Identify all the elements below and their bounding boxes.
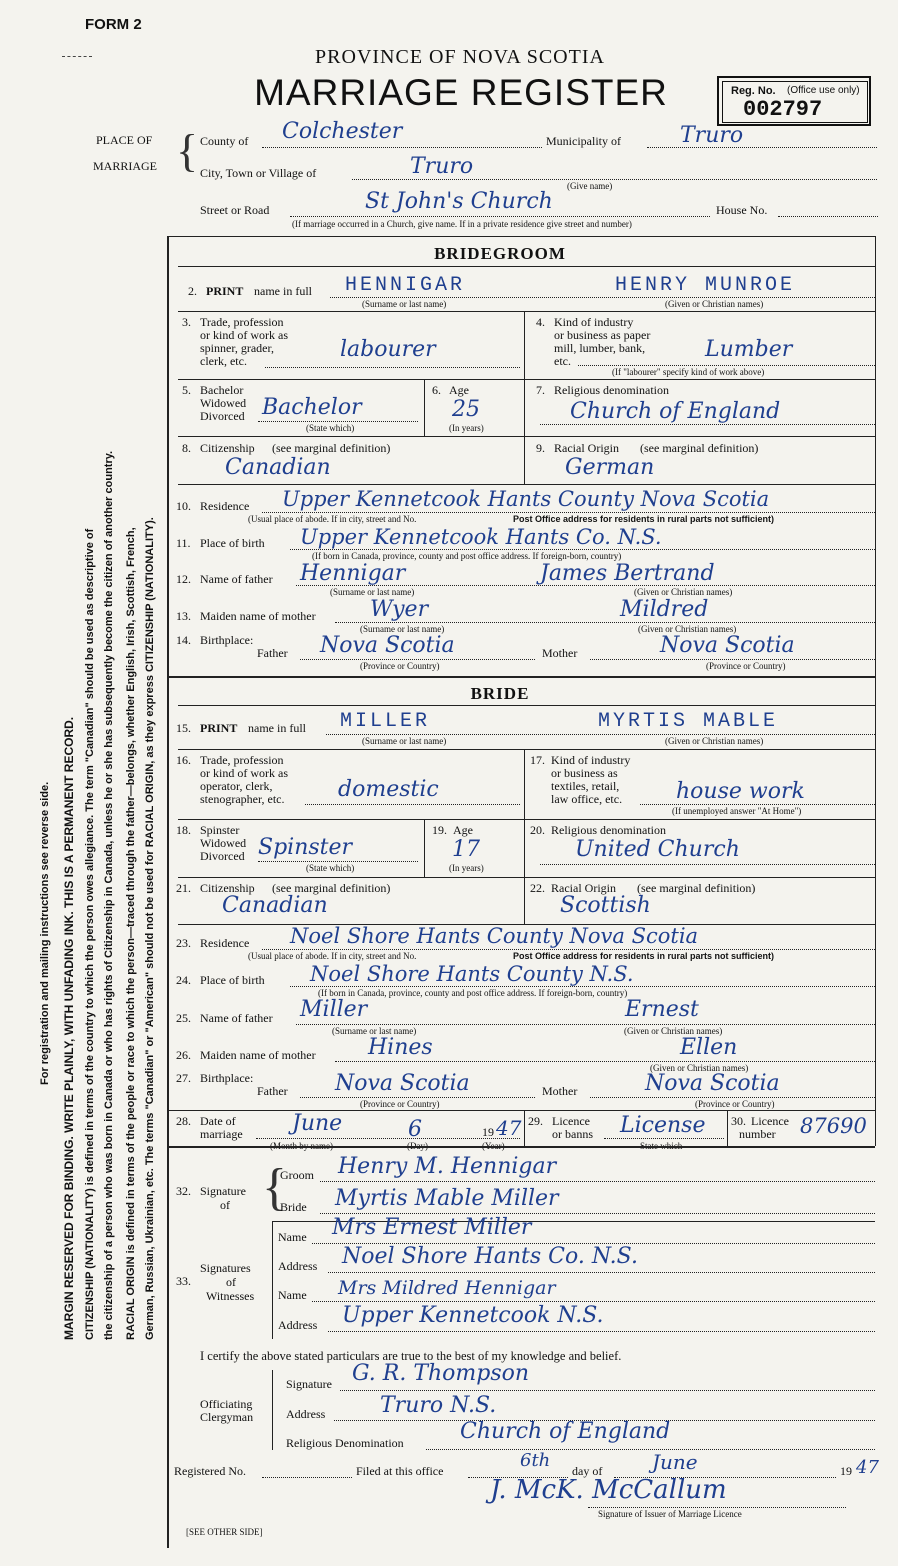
f29-line bbox=[604, 1138, 724, 1139]
f6-num: 6. bbox=[432, 383, 441, 397]
groom-surname-sub: (Surname or last name) bbox=[362, 299, 447, 309]
vsep-5-6 bbox=[424, 379, 425, 436]
f24-num: 24. bbox=[176, 973, 191, 987]
f4-label-1: Kind of industry bbox=[554, 315, 634, 329]
groom-father-given: James Bertrand bbox=[540, 561, 715, 586]
bride-religion: United Church bbox=[575, 837, 740, 862]
bride-surname: MILLER bbox=[340, 710, 431, 733]
f16-label-2: or kind of work as bbox=[200, 766, 288, 780]
margin-line-1: For registration and mailing instructions see reverse side. bbox=[39, 781, 51, 1085]
groom-father-birth: Nova Scotia bbox=[320, 633, 455, 658]
rule-1146 bbox=[167, 1146, 875, 1148]
groom-mother-surname: Wyer bbox=[370, 597, 429, 622]
f17-label-2: or business as bbox=[551, 766, 618, 780]
f10-line bbox=[262, 512, 875, 513]
vsep-29-30 bbox=[727, 1110, 728, 1146]
f32-label-1: Signature bbox=[200, 1184, 246, 1198]
registered-line bbox=[262, 1477, 352, 1478]
street-note: (If marriage occurred in a Church, give name. If in a private residence give street and number) bbox=[292, 219, 632, 229]
province-heading: PROVINCE OF NOVA SCOTIA bbox=[315, 46, 605, 68]
f20-num: 20. bbox=[530, 823, 545, 837]
f6-label: Age bbox=[449, 383, 469, 397]
groom-label: Groom bbox=[280, 1168, 314, 1182]
city-line bbox=[352, 179, 877, 180]
reg-number: 002797 bbox=[743, 97, 823, 122]
f8-num: 8. bbox=[182, 441, 191, 455]
w1-name-label: Name bbox=[278, 1230, 307, 1244]
vsep-28-29 bbox=[524, 1110, 525, 1146]
clergy-address-label: Address bbox=[286, 1407, 326, 1421]
w2-name-label: Name bbox=[278, 1288, 307, 1302]
f23-sub-2: Post Office address for residents in rural parts not sufficient) bbox=[513, 951, 775, 961]
groom-mother-birth: Nova Scotia bbox=[660, 633, 795, 658]
groom-given: HENRY MUNROE bbox=[615, 274, 796, 297]
groom-sig-line bbox=[320, 1181, 875, 1182]
f30-label-1: Licence bbox=[751, 1114, 789, 1128]
clergy-label-2: Clergyman bbox=[200, 1410, 254, 1424]
f30-num: 30. bbox=[731, 1114, 746, 1128]
margin-line-6: German, Russian, Ukrainian, etc. The terms "Canadian" or "American" should not be used for RACIAL ORIGIN, as they express CITIZENSHIP (NATIONALITY). bbox=[144, 517, 156, 1340]
f14-father-sub: (Province or Country) bbox=[360, 661, 440, 671]
f32-label-2: of bbox=[220, 1198, 230, 1212]
vsep-18-19 bbox=[424, 819, 425, 877]
rule-484 bbox=[178, 484, 875, 485]
bride-given-sub: (Given or Christian names) bbox=[665, 736, 764, 746]
f5-label-1: Bachelor bbox=[200, 383, 244, 397]
f22-num: 22. bbox=[530, 881, 545, 895]
f12-surname-sub: (Surname or last name) bbox=[330, 587, 415, 597]
f14-label-1: Birthplace: bbox=[200, 633, 254, 647]
bride-top-rule bbox=[167, 676, 875, 678]
bride-surname-sub: (Surname or last name) bbox=[362, 736, 447, 746]
f24-label: Place of birth bbox=[200, 973, 265, 987]
f27-mother-sub: (Province or Country) bbox=[695, 1099, 775, 1109]
f23-label: Residence bbox=[200, 936, 250, 950]
give-name-note: (Give name) bbox=[567, 181, 613, 191]
f13-given-sub: (Given or Christian names) bbox=[638, 624, 737, 634]
f33-label-1: Signatures bbox=[200, 1261, 251, 1275]
f5-line bbox=[258, 421, 418, 422]
f25-label: Name of father bbox=[200, 1011, 273, 1025]
w2-address: Upper Kennetcook N.S. bbox=[342, 1303, 604, 1328]
f19-sub: (In years) bbox=[449, 863, 484, 873]
f32-brace: { bbox=[262, 1159, 287, 1216]
f16-label-1: Trade, profession bbox=[200, 753, 284, 767]
rule-436 bbox=[178, 436, 875, 437]
f14-mother-label: Mother bbox=[542, 646, 578, 660]
f16-label-4: stenographer, etc. bbox=[200, 792, 285, 806]
clergy-denomination: Church of England bbox=[460, 1419, 671, 1444]
rule-877 bbox=[178, 877, 875, 878]
f28-line bbox=[256, 1138, 520, 1139]
f19-label: Age bbox=[453, 823, 473, 837]
f11-line bbox=[290, 549, 875, 550]
vsep-6-7 bbox=[524, 379, 525, 436]
f25-surname-sub: (Surname or last name) bbox=[332, 1026, 417, 1036]
f28-label-2: marriage bbox=[200, 1127, 243, 1141]
bride-mother-surname: Hines bbox=[368, 1035, 433, 1060]
f5-label-2: Widowed bbox=[200, 396, 247, 410]
clergy-label-1: Officiating bbox=[200, 1397, 253, 1411]
f4-sub: (If "labourer" specify kind of work above) bbox=[612, 367, 765, 377]
f25-given-sub: (Given or Christian names) bbox=[624, 1026, 723, 1036]
f16-num: 16. bbox=[176, 753, 191, 767]
bride-heading: BRIDE bbox=[470, 684, 530, 703]
bride-rule bbox=[178, 705, 875, 706]
groom-surname: HENNIGAR bbox=[345, 274, 466, 297]
f23-line bbox=[262, 949, 875, 950]
f2-num: 2. bbox=[188, 284, 197, 298]
f25-line bbox=[296, 1024, 875, 1025]
groom-birth: Upper Kennetcook Hants Co. N.S. bbox=[300, 525, 662, 549]
w2-address-label: Address bbox=[278, 1318, 318, 1332]
f2-line bbox=[330, 297, 875, 298]
f20-label: Religious denomination bbox=[551, 823, 666, 837]
page-title: MARRIAGE REGISTER bbox=[254, 72, 668, 113]
groom-given-sub: (Given or Christian names) bbox=[665, 299, 764, 309]
f26-label: Maiden name of mother bbox=[200, 1048, 316, 1062]
f32-num: 32. bbox=[176, 1184, 191, 1198]
f12-given-sub: (Given or Christian names) bbox=[634, 587, 733, 597]
bride-sig-line bbox=[320, 1213, 875, 1214]
f33-label-3: Witnesses bbox=[206, 1289, 255, 1303]
bride-given: MYRTIS MABLE bbox=[598, 710, 779, 733]
vsep-21-22 bbox=[524, 877, 525, 924]
filed-month: June bbox=[652, 1450, 698, 1474]
bride-birth: Noel Shore Hants County N.S. bbox=[310, 962, 634, 986]
bride-father-birth: Nova Scotia bbox=[335, 1071, 470, 1096]
issuer-signature: J. McK. McCallum bbox=[490, 1475, 727, 1505]
marriage-year: 47 bbox=[496, 1116, 522, 1140]
bridegroom-heading: BRIDEGROOM bbox=[434, 244, 566, 263]
f7-line bbox=[540, 424, 875, 425]
vsep-19-20 bbox=[524, 819, 525, 877]
f18-label-3: Divorced bbox=[200, 849, 245, 863]
bride-signature: Myrtis Mable Miller bbox=[335, 1186, 559, 1211]
f21-label: Citizenship bbox=[200, 881, 255, 895]
f21-num: 21. bbox=[176, 881, 191, 895]
f27-num: 27. bbox=[176, 1071, 191, 1085]
witness-bracket bbox=[272, 1221, 273, 1339]
issuer-line bbox=[588, 1507, 846, 1508]
rule-1110 bbox=[167, 1110, 875, 1111]
f10-label: Residence bbox=[200, 499, 250, 513]
marriage-year-prefix: 19 bbox=[482, 1125, 494, 1139]
bride-age: 17 bbox=[452, 837, 480, 862]
f17-line bbox=[640, 804, 875, 805]
f3-label-2: or kind of work as bbox=[200, 328, 288, 342]
f4-label-4: etc. bbox=[554, 354, 571, 368]
bride-citizenship: Canadian bbox=[222, 893, 328, 918]
f3-num: 3. bbox=[182, 315, 191, 329]
f28-year-sub: (Year) bbox=[482, 1141, 505, 1151]
f13-num: 13. bbox=[176, 609, 191, 623]
vsep-3-4 bbox=[524, 311, 525, 379]
f6-sub: (In years) bbox=[449, 423, 484, 433]
f4-label-2: or business as paper bbox=[554, 328, 651, 342]
groom-religion: Church of England bbox=[570, 399, 781, 424]
f17-num: 17. bbox=[530, 753, 545, 767]
f29-label-2: or banns bbox=[552, 1127, 593, 1141]
clergy-signature-line bbox=[340, 1390, 875, 1391]
groom-industry: Lumber bbox=[705, 337, 793, 362]
f28-num: 28. bbox=[176, 1114, 191, 1128]
f14-label-2: Father bbox=[257, 646, 288, 660]
clergy-signature: G. R. Thompson bbox=[352, 1361, 530, 1386]
groom-father-surname: Hennigar bbox=[300, 561, 406, 586]
f5-sub: (State which) bbox=[306, 423, 355, 433]
w2-address-line bbox=[328, 1331, 875, 1332]
f24-line bbox=[290, 986, 875, 987]
reg-note: (Office use only) bbox=[787, 85, 860, 96]
f28-month-sub: (Month by name) bbox=[270, 1141, 333, 1151]
bride-father-surname: Miller bbox=[300, 997, 368, 1022]
day-of-label: day of bbox=[572, 1464, 603, 1478]
filed-year: 47 bbox=[856, 1457, 879, 1478]
licence-number: 87690 bbox=[800, 1114, 867, 1138]
f11-num: 11. bbox=[176, 536, 191, 550]
groom-residence: Upper Kennetcook Hants County Nova Scotia bbox=[282, 487, 770, 511]
margin-line-5: RACIAL ORIGIN is defined in terms of the people or race to which the person—traced through the father—belongs, whether English, Irish, Scottish, French, bbox=[125, 527, 137, 1340]
street-label: Street or Road bbox=[200, 203, 270, 217]
f18-label-1: Spinster bbox=[200, 823, 240, 837]
rule-311 bbox=[178, 311, 875, 312]
marriage-day: 6 bbox=[408, 1117, 422, 1142]
clergy-address: Truro N.S. bbox=[380, 1393, 497, 1418]
f4-label-3: mill, lumber, bank, bbox=[554, 341, 646, 355]
street-value: St John's Church bbox=[365, 189, 553, 214]
w2-name-line bbox=[312, 1301, 875, 1302]
w2-name: Mrs Mildred Hennigar bbox=[338, 1277, 556, 1299]
f4-line bbox=[578, 365, 875, 366]
county-label: County of bbox=[200, 134, 249, 148]
f25-num: 25. bbox=[176, 1011, 191, 1025]
f33-num: 33. bbox=[176, 1274, 191, 1288]
f12-label: Name of father bbox=[200, 572, 273, 586]
f15-print: PRINT bbox=[200, 721, 238, 735]
registered-label: Registered No. bbox=[174, 1464, 246, 1478]
place-heading-2: MARRIAGE bbox=[93, 159, 158, 173]
bride-residence: Noel Shore Hants County Nova Scotia bbox=[290, 924, 699, 948]
groom-age: 25 bbox=[452, 397, 480, 422]
f15-label: name in full bbox=[248, 721, 306, 735]
f24-sub: (If born in Canada, province, county and post office address. If foreign-born, country) bbox=[318, 988, 628, 998]
rule-379 bbox=[178, 379, 875, 380]
f2-label: name in full bbox=[254, 284, 312, 298]
f17-sub: (If unemployed answer "At Home") bbox=[672, 806, 802, 816]
bride-father-given: Ernest bbox=[625, 997, 699, 1022]
f13-label: Maiden name of mother bbox=[200, 609, 316, 623]
municipality-value: Truro bbox=[680, 123, 744, 148]
f4-num: 4. bbox=[536, 315, 545, 329]
f15-line bbox=[326, 734, 875, 735]
f3-label-1: Trade, profession bbox=[200, 315, 284, 329]
place-brace: { bbox=[176, 125, 199, 176]
municipality-label: Municipality of bbox=[546, 134, 621, 148]
w1-name: Mrs Ernest Miller bbox=[332, 1215, 532, 1240]
f26-line bbox=[335, 1061, 875, 1062]
rule-819 bbox=[178, 819, 875, 820]
bridegroom-rule bbox=[178, 266, 875, 267]
f8-sub: (see marginal definition) bbox=[272, 441, 391, 455]
street-line bbox=[290, 216, 710, 217]
f15-num: 15. bbox=[176, 721, 191, 735]
f23-sub-1: (Usual place of abode. If in city, street and No. bbox=[248, 951, 417, 961]
f21-sub: (see marginal definition) bbox=[272, 881, 391, 895]
margin-line-3: CITIZENSHIP (NATIONALITY) is defined in terms of the country to which the person owes allegiance. The term "Canadian" should be used as descriptive of bbox=[84, 528, 96, 1340]
f17-label-1: Kind of industry bbox=[551, 753, 631, 767]
f3-label-4: clerk, etc. bbox=[200, 354, 247, 368]
f10-sub-2: Post Office address for residents in rural parts not sufficient) bbox=[513, 514, 775, 524]
reg-label: Reg. No. bbox=[731, 85, 776, 97]
filed-label: Filed at this office bbox=[356, 1464, 444, 1478]
f9-num: 9. bbox=[536, 441, 545, 455]
f22-sub: (see marginal definition) bbox=[637, 881, 756, 895]
house-line bbox=[778, 216, 878, 217]
f3-line bbox=[265, 367, 520, 368]
bride-mother-given: Ellen bbox=[680, 1035, 738, 1060]
bride-label: Bride bbox=[280, 1200, 307, 1214]
f33-label-2: of bbox=[226, 1275, 236, 1289]
f7-num: 7. bbox=[536, 383, 545, 397]
groom-status: Bachelor bbox=[262, 395, 362, 420]
binding-mark bbox=[62, 56, 92, 57]
f27-label-2: Father bbox=[257, 1084, 288, 1098]
filed-year-prefix: 19 bbox=[840, 1464, 852, 1478]
f8-label: Citizenship bbox=[200, 441, 255, 455]
groom-racial: German bbox=[565, 455, 655, 480]
f18-label-2: Widowed bbox=[200, 836, 247, 850]
f17-label-4: law office, etc. bbox=[551, 792, 623, 806]
house-label: House No. bbox=[716, 203, 768, 217]
groom-trade: labourer bbox=[340, 337, 436, 362]
f2-print: PRINT bbox=[206, 284, 244, 298]
f14-mother-line bbox=[590, 659, 875, 660]
f16-label-3: operator, clerk, bbox=[200, 779, 273, 793]
clergy-signature-label: Signature bbox=[286, 1377, 332, 1391]
f13-line bbox=[335, 622, 875, 623]
f13-surname-sub: (Surname or last name) bbox=[360, 624, 445, 634]
bride-industry: house work bbox=[676, 779, 805, 804]
f12-num: 12. bbox=[176, 572, 191, 586]
main-border-left bbox=[167, 236, 169, 1548]
f29-num: 29. bbox=[528, 1114, 543, 1128]
see-other-side: [SEE OTHER SIDE] bbox=[186, 1527, 263, 1537]
f11-label: Place of birth bbox=[200, 536, 265, 550]
county-value: Colchester bbox=[282, 119, 403, 144]
f27-father-line bbox=[300, 1097, 535, 1098]
f23-num: 23. bbox=[176, 936, 191, 950]
f18-line bbox=[258, 861, 418, 862]
county-line bbox=[262, 147, 542, 148]
bride-trade: domestic bbox=[338, 777, 439, 802]
f19-num: 19. bbox=[432, 823, 447, 837]
w1-address-label: Address bbox=[278, 1259, 318, 1273]
main-border-top bbox=[167, 236, 875, 237]
f14-father-line bbox=[300, 659, 535, 660]
reg-number-box bbox=[717, 76, 871, 126]
f16-line bbox=[305, 804, 520, 805]
f28-day-sub: (Day) bbox=[407, 1141, 428, 1151]
issuer-label: Signature of Issuer of Marriage Licence bbox=[598, 1509, 742, 1519]
main-border-right bbox=[875, 236, 876, 1146]
f11-sub: (If born in Canada, province, county and post office address. If foreign-born, country) bbox=[312, 551, 622, 561]
clergy-denom-label: Religious Denomination bbox=[286, 1436, 404, 1450]
groom-signature: Henry M. Hennigar bbox=[338, 1154, 557, 1179]
f27-mother-line bbox=[590, 1097, 875, 1098]
f27-father-sub: (Province or Country) bbox=[360, 1099, 440, 1109]
groom-mother-given: Mildred bbox=[620, 597, 709, 622]
f5-num: 5. bbox=[182, 383, 191, 397]
form-number: FORM 2 bbox=[85, 16, 142, 33]
f9-label: Racial Origin bbox=[554, 441, 619, 455]
f28-label-1: Date of bbox=[200, 1114, 236, 1128]
bride-racial: Scottish bbox=[560, 893, 651, 918]
vsep-16-17 bbox=[524, 749, 525, 819]
bride-status: Spinster bbox=[258, 835, 353, 860]
f29-sub: State which bbox=[640, 1141, 683, 1151]
f3-label-3: spinner, grader, bbox=[200, 341, 275, 355]
margin-line-4: the citizenship of a person who was born in Canada or who has rights of Citizenship in Canada, unless he or she has subsequently become the citizen of another country. bbox=[103, 450, 115, 1340]
f10-sub-1: (Usual place of abode. If in city, street and No. bbox=[248, 514, 417, 524]
f27-label-1: Birthplace: bbox=[200, 1071, 254, 1085]
licence-type: License bbox=[620, 1113, 706, 1138]
f30-label-2: number bbox=[739, 1127, 776, 1141]
f27-mother-label: Mother bbox=[542, 1084, 578, 1098]
f29-label-1: Licence bbox=[552, 1114, 590, 1128]
clergy-denom-line bbox=[426, 1449, 875, 1450]
f9-sub: (see marginal definition) bbox=[640, 441, 759, 455]
f14-mother-sub: (Province or Country) bbox=[706, 661, 786, 671]
f17-label-3: textiles, retail, bbox=[551, 779, 620, 793]
city-label: City, Town or Village of bbox=[200, 166, 317, 180]
groom-citizenship: Canadian bbox=[225, 455, 331, 480]
f22-label: Racial Origin bbox=[551, 881, 616, 895]
certify-text: I certify the above stated particulars are true to the best of my knowledge and belief. bbox=[200, 1349, 622, 1363]
f26-num: 26. bbox=[176, 1048, 191, 1062]
margin-line-2: MARGIN RESERVED FOR BINDING. WRITE PLAINLY, WITH UNFADING INK. THIS IS A PERMANENT RECORD. bbox=[62, 716, 76, 1340]
f18-sub: (State which) bbox=[306, 863, 355, 873]
bride-mother-birth: Nova Scotia bbox=[645, 1071, 780, 1096]
clergy-bracket bbox=[272, 1370, 273, 1450]
f18-num: 18. bbox=[176, 823, 191, 837]
place-heading-1: PLACE OF bbox=[96, 133, 153, 147]
filed-day: 6th bbox=[520, 1450, 551, 1471]
w1-address: Noel Shore Hants Co. N.S. bbox=[342, 1244, 638, 1269]
rule-749 bbox=[178, 749, 875, 750]
city-value: Truro bbox=[410, 154, 474, 179]
f10-num: 10. bbox=[176, 499, 191, 513]
vsep-8-9 bbox=[524, 436, 525, 484]
f14-num: 14. bbox=[176, 633, 191, 647]
f20-line bbox=[540, 864, 875, 865]
marriage-month: June bbox=[292, 1111, 343, 1136]
f5-label-3: Divorced bbox=[200, 409, 245, 423]
f7-label: Religious denomination bbox=[554, 383, 669, 397]
f26-given-sub: (Given or Christian names) bbox=[650, 1063, 749, 1073]
w1-address-line bbox=[328, 1272, 875, 1273]
